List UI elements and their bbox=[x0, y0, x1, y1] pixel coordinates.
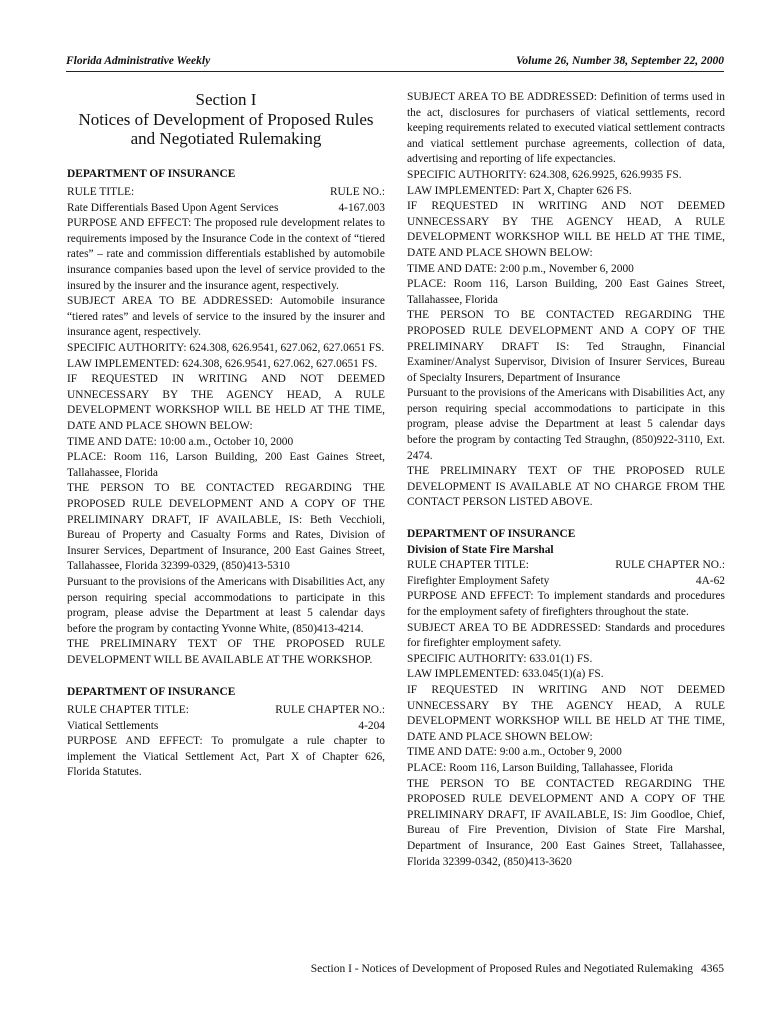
subject-area: SUBJECT AREA TO BE ADDRESSED: Standards and procedures for firefighter employment safety. bbox=[407, 621, 725, 650]
rule-chapter-no-label: RULE CHAPTER NO.: bbox=[615, 559, 725, 572]
place: PLACE: Room 116, Larson Building, 200 East Gaines Street, Tallahassee, Florida bbox=[407, 278, 725, 306]
rule-value-row bbox=[67, 719, 385, 735]
spacer bbox=[67, 669, 385, 685]
footer-section-title: Section I - Notices of Development of Proposed Rules and Negotiated Rulemaking bbox=[310, 963, 693, 975]
notice-viatical-settlements bbox=[67, 685, 385, 782]
purpose-and-effect: PURPOSE AND EFFECT: To implement standards and procedures for the employment safety of firefighters throughout the state. bbox=[407, 590, 725, 618]
publication-title: Florida Administrative Weekly bbox=[66, 55, 211, 67]
rule-chapter-title-label: RULE CHAPTER TITLE: bbox=[407, 559, 529, 572]
running-header bbox=[66, 53, 724, 72]
section-heading bbox=[67, 90, 385, 149]
left-column bbox=[67, 90, 385, 781]
purpose-and-effect: PURPOSE AND EFFECT: The proposed rule development relates to requirements imposed by the Insurance Code in the context of “tiered rates” – rate and commission differentials established by automobile insurance companies based upon the level of service provided to the insured by the insurer and the insurance agent, respectively. bbox=[67, 217, 385, 292]
workshop-notice: IF REQUESTED IN WRITING AND NOT DEEMED UNNECESSARY BY THE AGENCY HEAD, A RULE DEVELOPMENT WORKSHOP WILL BE HELD AT THE TIME, DATE AND PLACE SHOWN BELOW: bbox=[407, 200, 725, 259]
department-heading: DEPARTMENT OF INSURANCE bbox=[67, 167, 236, 180]
preliminary-text-notice: THE PRELIMINARY TEXT OF THE PROPOSED RULE DEVELOPMENT IS AVAILABLE AT NO CHARGE FROM THE CONTACT PERSON LISTED ABOVE. bbox=[407, 465, 725, 509]
specific-authority: SPECIFIC AUTHORITY: 633.01(1) FS. bbox=[407, 652, 593, 665]
time-and-date: TIME AND DATE: 10:00 a.m., October 10, 2000 bbox=[67, 435, 294, 448]
section-title-line-1: Notices of Development of Proposed Rules bbox=[78, 109, 374, 129]
place: PLACE: Room 116, Larson Building, 200 East Gaines Street, Tallahassee, Florida bbox=[67, 451, 385, 479]
subject-area: SUBJECT AREA TO BE ADDRESSED: Definition of terms used in the act, disclosures for purchasers of viatical settlements, record keeping requirements related to executed viatical settlement contracts and viatical settlement purchase agreements, collection of data, advertising and reporting of life expectancies. bbox=[407, 91, 725, 166]
contact-person: THE PERSON TO BE CONTACTED REGARDING THE PROPOSED RULE DEVELOPMENT AND A COPY OF THE PRELIMINARY DRAFT, IF AVAILABLE, IS: Jim Goodloe, Chief, Bureau of Fire Prevention, Division of State Fire Marshal, Department of Insurance, 200 East Gaines Street, Tallahassee, Florida 32399-0342, (850)413-3620 bbox=[407, 777, 725, 868]
rule-value-row bbox=[407, 574, 725, 590]
volume-info: Volume 26, Number 38, September 22, 2000 bbox=[516, 55, 724, 67]
purpose-and-effect: PURPOSE AND EFFECT: To promulgate a rule chapter to implement the Viatical Settlement Act, Part X of Chapter 626, Florida Statutes. bbox=[67, 735, 385, 779]
rule-chapter-title: Viatical Settlements bbox=[67, 719, 159, 732]
rule-title: Rate Differentials Based Upon Agent Services bbox=[67, 201, 279, 214]
law-implemented: LAW IMPLEMENTED: Part X, Chapter 626 FS. bbox=[407, 184, 632, 197]
rule-title-label: RULE TITLE: bbox=[67, 186, 135, 199]
department-heading: DEPARTMENT OF INSURANCE bbox=[67, 685, 236, 698]
department-heading: DEPARTMENT OF INSURANCE bbox=[407, 528, 576, 541]
page-number: 4365 bbox=[701, 963, 724, 975]
right-column bbox=[407, 90, 725, 870]
rule-chapter-title: Firefighter Employment Safety bbox=[407, 574, 550, 587]
law-implemented: LAW IMPLEMENTED: 633.045(1)(a) FS. bbox=[407, 668, 604, 681]
workshop-notice: IF REQUESTED IN WRITING AND NOT DEEMED UNNECESSARY BY THE AGENCY HEAD, A RULE DEVELOPMENT WORKSHOP WILL BE HELD AT THE TIME, DATE AND PLACE SHOWN BELOW: bbox=[407, 683, 725, 743]
rule-chapter-title-label: RULE CHAPTER TITLE: bbox=[67, 704, 189, 717]
notice-viatical-settlements-continued bbox=[407, 90, 725, 511]
division-heading: Division of State Fire Marshal bbox=[407, 543, 554, 556]
notice-rate-differentials bbox=[67, 167, 385, 669]
notice-firefighter-safety bbox=[407, 527, 725, 870]
specific-authority: SPECIFIC AUTHORITY: 624.308, 626.9925, 626.9935 FS. bbox=[407, 168, 682, 181]
ada-notice: Pursuant to the provisions of the Americans with Disabilities Act, any person requiring special accommodations to participate in this program, please advise the Department at least 5 calendar days before the program by contacting Yvonne White, (850)413-4214. bbox=[67, 575, 385, 635]
contact-person: THE PERSON TO BE CONTACTED REGARDING THE PROPOSED RULE DEVELOPMENT AND A COPY OF THE PRELIMINARY DRAFT IS: Ted Straughn, Financial Examiner/Analyst Supervisor, Division of Insurer Services, Bureau of Specialty Insurers, Department of Insurance bbox=[407, 309, 725, 384]
page-footer bbox=[311, 963, 724, 975]
rule-chapter-number: 4A-62 bbox=[695, 574, 725, 587]
rule-number: 4-167.003 bbox=[338, 201, 385, 214]
ada-notice: Pursuant to the provisions of the Americans with Disabilities Act, any person requiring special accommodations to participate in this program, please advise the Department at least 5 calendar days before the program by contacting Ted Straughn, (850)922-3110, Ext. 2474. bbox=[407, 387, 725, 462]
section-number: Section I bbox=[195, 90, 257, 109]
contact-person: THE PERSON TO BE CONTACTED REGARDING THE PROPOSED RULE DEVELOPMENT AND A COPY OF THE PRELIMINARY DRAFT, IF AVAILABLE, IS: Beth Vecchioli, Bureau of Property and Casualty Forms and Rates, Division of Insurer Services, Department of Insurance, 200 East Gaines Street, Tallahassee, Florida 32399-0329, (850)413-5310 bbox=[67, 482, 385, 573]
specific-authority: SPECIFIC AUTHORITY: 624.308, 626.9541, 627.062, 627.0651 FS. bbox=[67, 342, 385, 355]
place: PLACE: Room 116, Larson Building, Tallahassee, Florida bbox=[407, 761, 673, 774]
workshop-notice: IF REQUESTED IN WRITING AND NOT DEEMED UNNECESSARY BY THE AGENCY HEAD, A RULE DEVELOPMENT WORKSHOP WILL BE HELD AT THE TIME, DATE AND PLACE SHOWN BELOW: bbox=[67, 373, 385, 432]
time-and-date: TIME AND DATE: 9:00 a.m., October 9, 2000 bbox=[407, 746, 622, 759]
rule-value-row bbox=[67, 201, 385, 217]
rule-label-row bbox=[67, 185, 385, 201]
rule-label-row bbox=[67, 703, 385, 719]
section-title-line-2: and Negotiated Rulemaking bbox=[130, 129, 322, 148]
rule-chapter-no-label: RULE CHAPTER NO.: bbox=[275, 704, 385, 717]
preliminary-text-notice: THE PRELIMINARY TEXT OF THE PROPOSED RULE DEVELOPMENT WILL BE AVAILABLE AT THE WORKSHOP. bbox=[67, 638, 385, 666]
time-and-date: TIME AND DATE: 2:00 p.m., November 6, 2000 bbox=[407, 262, 634, 275]
rule-no-label: RULE NO.: bbox=[329, 186, 385, 199]
law-implemented: LAW IMPLEMENTED: 624.308, 626.9541, 627.062, 627.0651 FS. bbox=[67, 357, 378, 370]
rule-label-row bbox=[407, 558, 725, 574]
subject-area: SUBJECT AREA TO BE ADDRESSED: Automobile insurance “tiered rates” and levels of service to the insured by the insurer and insurance agent, respectively. bbox=[67, 295, 385, 339]
rule-chapter-number: 4-204 bbox=[358, 719, 385, 732]
spacer bbox=[407, 511, 725, 527]
